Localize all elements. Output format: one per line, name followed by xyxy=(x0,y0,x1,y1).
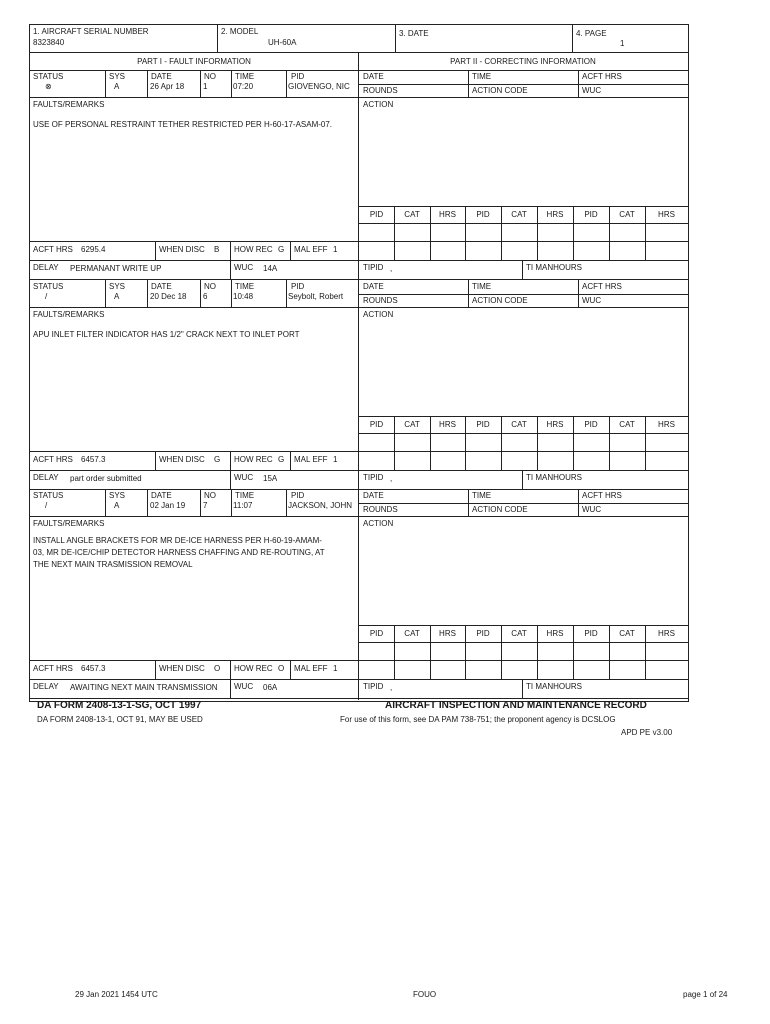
how-rec-label: HOW REC xyxy=(234,245,273,254)
wuc-label: WUC xyxy=(234,473,254,482)
tipid-label: TIPID xyxy=(363,682,384,691)
action-code-label: ACTION CODE xyxy=(472,505,528,514)
part2-title: PART II - CORRECTING INFORMATION xyxy=(450,57,596,66)
model-label: 2. MODEL xyxy=(221,27,259,36)
corr-col-cat: CAT xyxy=(404,210,420,219)
acft-hrs-label-p2: ACFT HRS xyxy=(582,491,622,500)
tipid-label: TIPID xyxy=(363,263,384,272)
wuc-label-p2: WUC xyxy=(582,505,602,514)
status-label: STATUS xyxy=(33,491,64,500)
corr-col-hrs: HRS xyxy=(658,629,675,638)
sys-label: SYS xyxy=(109,491,126,500)
page-count: page 1 of 24 xyxy=(683,990,728,999)
sys-value: A xyxy=(114,292,120,301)
tipid-label: TIPID xyxy=(363,473,384,482)
faults-label: FAULTS/REMARKS xyxy=(33,100,105,109)
fault-remarks: INSTALL ANGLE BRACKETS FOR MR DE-ICE HARNESS PER H-60-19-AMAM-03, MR DE-ICE/CHIP DETECTOR HARNESS CHAFFING AND RE-ROUTING, AT THE NEXT MAIN TRASMISSION REMOVAL xyxy=(33,536,325,569)
when-disc-value: O xyxy=(214,664,221,673)
corr-col-pid: PID xyxy=(369,629,384,638)
corr-col-hrs: HRS xyxy=(658,210,675,219)
sys-label: SYS xyxy=(109,72,126,81)
acft-hrs-label-p2: ACFT HRS xyxy=(582,282,622,291)
faults-label: FAULTS/REMARKS xyxy=(33,519,105,528)
corr-col-hrs: HRS xyxy=(439,210,456,219)
no-label: NO xyxy=(204,72,216,81)
when-disc-label: WHEN DISC xyxy=(159,455,205,464)
wuc-value: 06A xyxy=(263,683,278,692)
date-value: 20 Dec 18 xyxy=(150,292,187,301)
date-label: DATE xyxy=(151,72,172,81)
no-value: 1 xyxy=(203,82,208,91)
rounds-label: ROUNDS xyxy=(363,296,398,305)
acft-hrs-value: 6457.3 xyxy=(81,664,106,673)
no-value: 6 xyxy=(203,292,208,301)
form-id: DA FORM 2408-13-1-SG, OCT 1997 xyxy=(37,700,202,711)
when-disc-value: B xyxy=(214,245,220,254)
time-label-p2: TIME xyxy=(472,72,492,81)
serial-value: 8323840 xyxy=(33,38,65,47)
corr-col-cat: CAT xyxy=(404,629,420,638)
acft-hrs-value: 6295.4 xyxy=(81,245,106,254)
corr-col-pid: PID xyxy=(476,210,490,219)
when-disc-label: WHEN DISC xyxy=(159,664,205,673)
part1-title: PART I - FAULT INFORMATION xyxy=(137,57,251,66)
pid-value: Seybolt, Robert xyxy=(288,292,344,301)
delay-value: AWAITING NEXT MAIN TRANSMISSION xyxy=(70,683,218,692)
time-label-p2: TIME xyxy=(472,282,492,291)
mal-eff-value: 1 xyxy=(333,455,338,464)
corr-col-hrs: HRS xyxy=(546,420,564,429)
time-value: 11:07 xyxy=(233,501,253,510)
time-value: 10:48 xyxy=(233,292,254,301)
corr-col-pid: PID xyxy=(584,210,598,219)
wuc-label: WUC xyxy=(234,263,254,272)
model-value: UH-60A xyxy=(268,38,297,47)
ti-manhours-label: TI MANHOURS xyxy=(526,473,582,482)
sys-value: A xyxy=(114,82,120,91)
tipid-value: , xyxy=(390,474,393,483)
how-rec-value: O xyxy=(278,664,285,673)
tipid-value: , xyxy=(390,264,393,273)
sys-label: SYS xyxy=(109,282,126,291)
corr-col-pid: PID xyxy=(369,210,384,219)
how-rec-label: HOW REC xyxy=(234,664,273,673)
print-date: 29 Jan 2021 1454 UTC xyxy=(75,990,158,999)
date-value: 02 Jan 19 xyxy=(150,501,186,510)
fault-remarks: USE OF PERSONAL RESTRAINT TETHER RESTRICTED PER H-60-17-ASAM-07. xyxy=(33,120,333,129)
corr-col-cat: CAT xyxy=(619,420,635,429)
faults-label: FAULTS/REMARKS xyxy=(33,310,105,319)
form-title: AIRCRAFT INSPECTION AND MAINTENANCE RECORD xyxy=(385,700,647,711)
ti-manhours-label: TI MANHOURS xyxy=(526,682,582,691)
wuc-value: 14A xyxy=(263,264,278,273)
action-label: ACTION xyxy=(363,100,394,109)
date-label: DATE xyxy=(151,282,172,291)
corr-col-hrs: HRS xyxy=(546,210,564,219)
action-code-label: ACTION CODE xyxy=(472,86,528,95)
how-rec-value: G xyxy=(278,245,285,254)
corr-col-cat: CAT xyxy=(511,629,527,638)
status-label: STATUS xyxy=(33,282,64,291)
time-value: 07:20 xyxy=(233,82,254,91)
fouo-marking: FOUO xyxy=(413,990,437,999)
when-disc-label: WHEN DISC xyxy=(159,245,205,254)
superseded-note: DA FORM 2408-13-1, OCT 91, MAY BE USED xyxy=(37,715,203,724)
time-label-p2: TIME xyxy=(472,491,492,500)
how-rec-value: G xyxy=(278,455,285,464)
pid-label: PID xyxy=(291,491,305,500)
corr-col-cat: CAT xyxy=(619,210,635,219)
status-value: / xyxy=(45,292,48,301)
date-value: 26 Apr 18 xyxy=(150,82,185,91)
corr-col-cat: CAT xyxy=(511,210,527,219)
action-label: ACTION xyxy=(363,519,394,528)
time-label: TIME xyxy=(235,282,255,291)
acft-hrs-label: ACFT HRS xyxy=(33,245,73,254)
corr-col-pid: PID xyxy=(476,629,490,638)
how-rec-label: HOW REC xyxy=(234,455,273,464)
when-disc-value: G xyxy=(214,455,221,464)
use-note: For use of this form, see DA PAM 738-751; the proponent agency is DCSLOG xyxy=(340,715,616,724)
status-value: ⊗ xyxy=(45,82,52,91)
mal-eff-value: 1 xyxy=(333,664,338,673)
tipid-value: , xyxy=(390,683,393,692)
apd-version: APD PE v3.00 xyxy=(621,728,673,737)
rounds-label: ROUNDS xyxy=(363,86,398,95)
acft-hrs-label-p2: ACFT HRS xyxy=(582,72,622,81)
corr-col-pid: PID xyxy=(584,629,598,638)
date-label-p2: DATE xyxy=(363,282,384,291)
corr-col-hrs: HRS xyxy=(546,629,564,638)
corr-col-cat: CAT xyxy=(404,420,420,429)
corr-col-cat: CAT xyxy=(619,629,635,638)
pid-value: JACKSON, JOHN xyxy=(288,501,353,510)
delay-value: part order submitted xyxy=(70,474,142,483)
delay-value: PERMANANT WRITE UP xyxy=(70,264,162,273)
action-code-label: ACTION CODE xyxy=(472,296,528,305)
acft-hrs-label: ACFT HRS xyxy=(33,664,73,673)
corr-col-cat: CAT xyxy=(511,420,527,429)
mal-eff-value: 1 xyxy=(333,245,338,254)
mal-eff-label: MAL EFF xyxy=(294,664,328,673)
page-value: 1 xyxy=(620,39,625,48)
action-label: ACTION xyxy=(363,310,394,319)
date-label: DATE xyxy=(151,491,172,500)
time-label: TIME xyxy=(235,491,255,500)
wuc-value: 15A xyxy=(263,474,278,483)
pid-label: PID xyxy=(291,282,305,291)
wuc-label: WUC xyxy=(234,682,254,691)
status-value: / xyxy=(45,501,48,510)
corr-col-pid: PID xyxy=(476,420,490,429)
wuc-label-p2: WUC xyxy=(582,86,602,95)
delay-label: DELAY xyxy=(33,682,59,691)
time-label: TIME xyxy=(235,72,255,81)
serial-label: 1. AIRCRAFT SERIAL NUMBER xyxy=(33,27,149,36)
wuc-label-p2: WUC xyxy=(582,296,602,305)
corr-col-hrs: HRS xyxy=(439,629,456,638)
delay-label: DELAY xyxy=(33,473,59,482)
acft-hrs-value: 6457.3 xyxy=(81,455,106,464)
rounds-label: ROUNDS xyxy=(363,505,398,514)
delay-label: DELAY xyxy=(33,263,59,272)
ti-manhours-label: TI MANHOURS xyxy=(526,263,582,272)
pid-label: PID xyxy=(291,72,305,81)
acft-hrs-label: ACFT HRS xyxy=(33,455,73,464)
corr-col-hrs: HRS xyxy=(439,420,456,429)
date-label-p2: DATE xyxy=(363,491,384,500)
sys-value: A xyxy=(114,501,120,510)
mal-eff-label: MAL EFF xyxy=(294,455,328,464)
corr-col-pid: PID xyxy=(369,420,384,429)
status-label: STATUS xyxy=(33,72,64,81)
no-label: NO xyxy=(204,282,216,291)
no-value: 7 xyxy=(203,501,208,510)
date-label: 3. DATE xyxy=(399,29,429,38)
page-label: 4. PAGE xyxy=(576,29,607,38)
pid-value: GIOVENGO, NIC xyxy=(288,82,350,91)
date-label-p2: DATE xyxy=(363,72,384,81)
no-label: NO xyxy=(204,491,216,500)
corr-col-pid: PID xyxy=(584,420,598,429)
fault-remarks: APU INLET FILTER INDICATOR HAS 1/2" CRACK NEXT TO INLET PORT xyxy=(33,330,300,339)
mal-eff-label: MAL EFF xyxy=(294,245,328,254)
corr-col-hrs: HRS xyxy=(658,420,675,429)
